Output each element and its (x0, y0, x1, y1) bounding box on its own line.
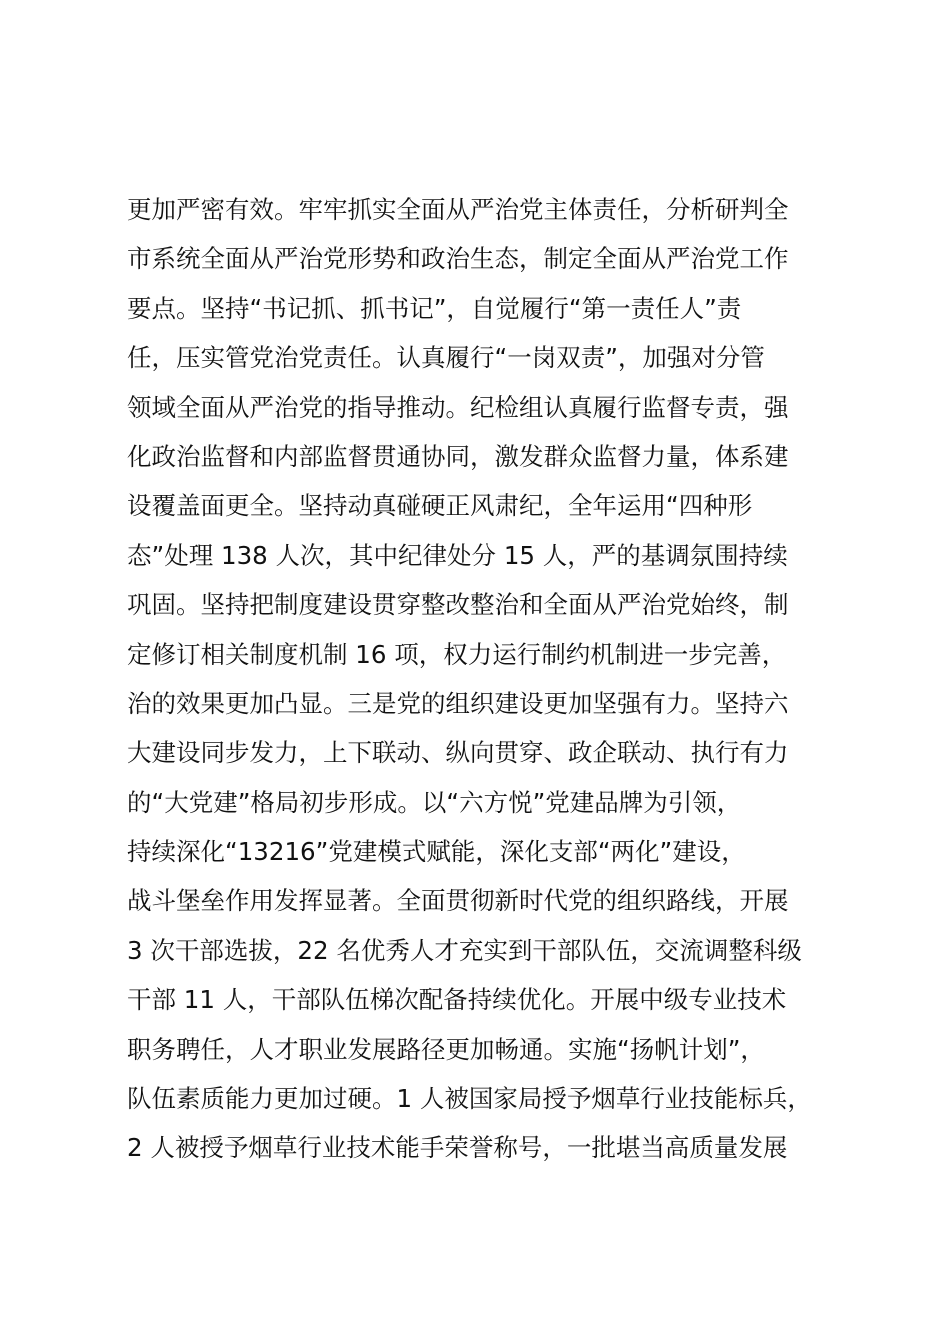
text-line: 干部 11 人，干部队伍梯次配备持续优化。开展中级专业技术 (127, 985, 787, 1015)
text-line: 大建设同步发力，上下联动、纵向贯穿、政企联动、执行有力 (127, 738, 789, 768)
text-line: 2 人被授予烟草行业技术能手荣誉称号，一批堪当高质量发展 (127, 1133, 788, 1163)
text-line: 市系统全面从严治党形势和政治生态，制定全面从严治党工作 (127, 244, 789, 274)
text-line: 的“大党建”格局初步形成。以“六方悦”党建品牌为引领， (127, 787, 742, 817)
text-line: 职务聘任，人才职业发展路径更加畅通。实施“扬帆计划”， (127, 1034, 765, 1064)
text-line: 态”处理 138 人次，其中纪律处分 15 人，严的基调氛围持续 (127, 540, 788, 570)
text-line: 化政治监督和内部监督贯通协同，激发群众监督力量，体系建 (127, 441, 789, 471)
text-line: 任，压实管党治党责任。认真履行“一岗双责”，加强对分管 (127, 343, 765, 373)
text-line: 要点。坚持“书记抓、抓书记”，自觉履行“第一责任人”责 (127, 293, 742, 323)
text-line: 治的效果更加凸显。三是党的组织建设更加坚强有力。坚持六 (127, 688, 789, 718)
text-line: 领域全面从严治党的指导推动。纪检组认真履行监督专责，强 (127, 392, 789, 422)
text-line: 定修订相关制度机制 16 项，权力运行制约机制进一步完善， (127, 639, 787, 669)
text-line: 更加严密有效。牢牢抓实全面从严治党主体责任，分析研判全 (127, 195, 789, 224)
text-line: 战斗堡垒作用发挥显著。全面贯彻新时代党的组织路线，开展 (127, 886, 789, 916)
text-line: 持续深化“13216”党建模式赋能，深化支部“两化”建设， (127, 837, 746, 867)
text-line: 队伍素质能力更加过硬。1 人被国家局授予烟草行业技能标兵， (127, 1084, 812, 1114)
body-text (127, 185, 867, 1173)
text-line: 设覆盖面更全。坚持动真碰硬正风肃纪，全年运用“四种形 (127, 491, 753, 521)
text-line: 3 次干部选拔，22 名优秀人才充实到干部队伍，交流调整科级 (127, 935, 802, 965)
text-line: 巩固。坚持把制度建设贯穿整改整治和全面从严治党始终，制 (127, 590, 789, 620)
